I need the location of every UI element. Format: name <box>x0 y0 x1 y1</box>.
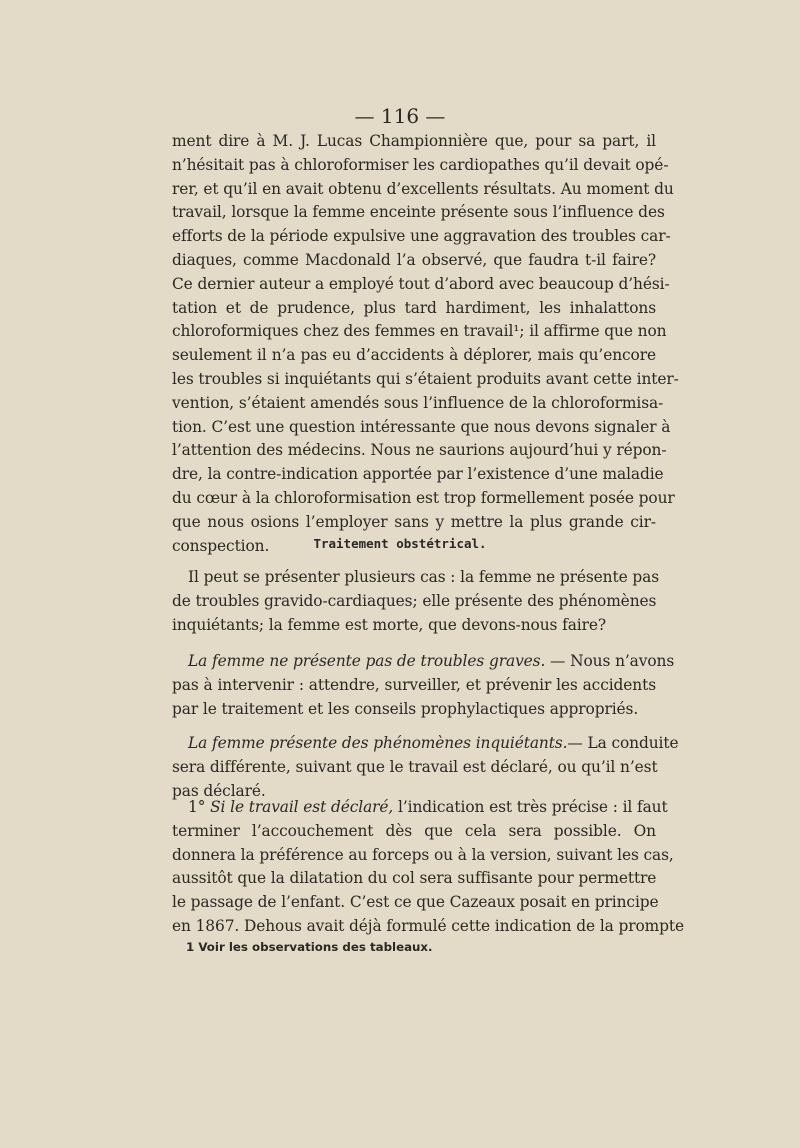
text-line: pas déclaré. <box>172 781 266 800</box>
text-run: — Nous n’avons <box>545 652 675 670</box>
text-line: inquiétants; la femme est morte, que devons-nous faire? <box>172 615 607 634</box>
text-line: le passage de l’enfant. C’est ce que Cazeaux posait en principe <box>172 893 659 912</box>
text-line: l’attention des médecins. Nous ne saurions aujourd’hui y répon- <box>172 441 667 460</box>
text-line: efforts de la période expulsive une aggravation des troubles car- <box>172 227 671 246</box>
italic-lead: Si le travail est déclaré, <box>210 798 394 816</box>
text-line: conspection. <box>172 536 270 555</box>
paragraph-no-serious-troubles <box>172 650 675 721</box>
text-line: seulement il n’a pas eu d’accidents à déplorer, mais qu’encore <box>172 346 656 365</box>
text-line: Ce dernier auteur a employé tout d’abord avec beaucoup d’hési- <box>172 274 670 293</box>
paragraph-cases <box>172 566 660 637</box>
text-line: en 1867. Dehous avait déjà formulé cette indication de la prompte <box>172 916 685 935</box>
page-number: — 116 — <box>354 104 446 128</box>
text-line: aussitôt que la dilatation du col sera suffisante pour permettre <box>172 869 657 888</box>
text-line: Il peut se présenter plusieurs cas : la femme ne présente pas <box>188 568 660 586</box>
paragraph-labor-declared <box>172 796 685 939</box>
paragraph-cardiopathy <box>172 130 679 558</box>
text-line: vention, s’étaient amendés sous l’influence de la chloroformisa- <box>172 393 664 412</box>
section-heading: Traitement obstétrical. <box>313 536 487 551</box>
text-line: diaques, comme Macdonald l’a observé, que faudra t-il faire? <box>172 250 656 269</box>
text-line: n’hésitait pas à chloroformiser les cardiopathes qu’il devait opé- <box>172 155 669 174</box>
paragraph-worrying-phenomena <box>172 732 679 803</box>
text-line: les troubles si inquiétants qui s’étaient produits avant cette inter- <box>172 369 679 388</box>
list-number: 1° <box>188 798 211 816</box>
text-run: — La conduite <box>567 734 679 752</box>
footnote: 1 Voir les observations des tableaux. <box>186 940 433 954</box>
text-line: que nous osions l’employer sans y mettre la plus grande cir- <box>172 512 656 531</box>
text-line: tation et de prudence, plus tard hardiment, les inhalattons <box>172 298 656 317</box>
italic-lead: La femme ne présente pas de troubles graves. <box>188 652 546 670</box>
text-line: travail, lorsque la femme enceinte présente sous l’influence des <box>172 203 665 222</box>
text-line <box>172 796 668 820</box>
text-line: sera différente, suivant que le travail est déclaré, ou qu’il n’est <box>172 757 658 776</box>
text-run: l’indication est très précise : il faut <box>393 798 668 816</box>
text-line: terminer l’accouchement dès que cela sera possible. On <box>172 821 656 840</box>
text-line: pas à intervenir : attendre, surveiller, et prévenir les accidents <box>172 675 656 694</box>
text-line <box>172 650 675 674</box>
text-line <box>172 732 679 756</box>
text-line: du cœur à la chloroformisation est trop formellement posée pour <box>172 488 675 507</box>
text-line: rer, et qu’il en avait obtenu d’excellents résultats. Au moment du <box>172 179 674 198</box>
text-line: par le traitement et les conseils prophylactiques appropriés. <box>172 699 639 718</box>
text-line: donnera la préférence au forceps ou à la version, suivant les cas, <box>172 845 674 864</box>
text-line: dre, la contre-indication apportée par l’existence d’une maladie <box>172 465 664 484</box>
italic-lead: La femme présente des phénomènes inquiétants. <box>188 734 568 752</box>
text-line: tion. C’est une question intéressante que nous devons signaler à <box>172 417 671 436</box>
text-line: ment dire à M. J. Lucas Championnière que, pour sa part, il <box>172 132 656 150</box>
text-line: chloroformiques chez des femmes en travail¹; il affirme que non <box>172 322 667 341</box>
text-line: de troubles gravido-cardiaques; elle présente des phénomènes <box>172 591 657 610</box>
